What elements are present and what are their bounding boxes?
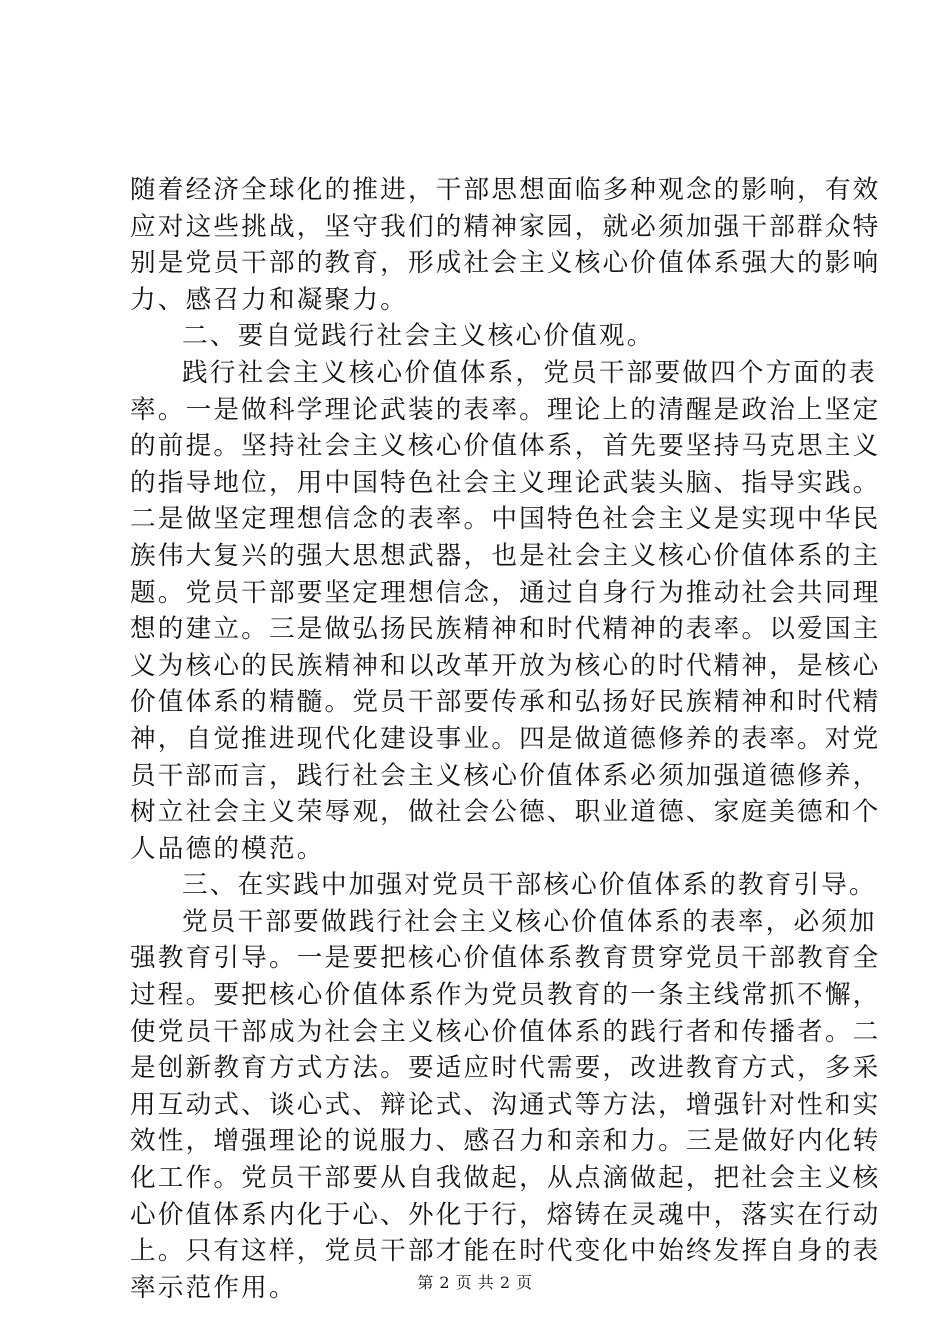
text-line: 率。一是做科学理论武装的表率。理论上的清醒是政治上坚定 bbox=[130, 394, 881, 425]
text-line: 别是党员干部的教育，形成社会主义核心价值体系强大的影响 bbox=[130, 248, 881, 279]
text-line: 践行社会主义核心价值体系，党员干部要做四个方面的表 bbox=[182, 357, 877, 388]
text-line: 人品德的模范。 bbox=[130, 833, 325, 864]
text-line: 使党员干部成为社会主义核心价值体系的践行者和传播者。二 bbox=[130, 1016, 881, 1047]
text-line: 神，自觉推进现代化建设事业。四是做道德修养的表率。对党 bbox=[130, 723, 881, 754]
text-line: 员干部而言，践行社会主义核心价值体系必须加强道德修养， bbox=[130, 760, 881, 791]
text-line: 树立社会主义荣辱观，做社会公德、职业道德、家庭美德和个 bbox=[130, 797, 881, 828]
text-line: 三、在实践中加强对党员干部核心价值体系的教育引导。 bbox=[182, 870, 877, 901]
text-line: 率示范作用。 bbox=[130, 1272, 297, 1303]
text-line: 题。党员干部要坚定理想信念，通过自身行为推动社会共同理 bbox=[130, 577, 881, 608]
document-body bbox=[130, 172, 881, 1306]
text-line: 力、感召力和凝聚力。 bbox=[130, 284, 408, 315]
text-line: 心价值体系内化于心、外化于行，熔铸在灵魂中，落实在行动 bbox=[130, 1199, 881, 1230]
text-line: 党员干部要做践行社会主义核心价值体系的表率，必须加 bbox=[182, 906, 877, 937]
page-number-footer: 第 2 页 共 2 页 bbox=[417, 1273, 533, 1292]
text-line: 义为核心的民族精神和以改革开放为核心的时代精神，是核心 bbox=[130, 650, 881, 681]
text-line: 上。只有这样，党员干部才能在时代变化中始终发挥自身的表 bbox=[130, 1236, 881, 1267]
text-line: 想的建立。三是做弘扬民族精神和时代精神的表率。以爱国主 bbox=[130, 614, 881, 645]
text-line: 二、要自觉践行社会主义核心价值观。 bbox=[182, 321, 655, 352]
text-line: 价值体系的精髓。党员干部要传承和弘扬好民族精神和时代精 bbox=[130, 687, 881, 718]
text-line: 应对这些挑战，坚守我们的精神家园，就必须加强干部群众特 bbox=[130, 211, 881, 242]
text-line: 强教育引导。一是要把核心价值体系教育贯穿党员干部教育全 bbox=[130, 943, 881, 974]
text-line: 的前提。坚持社会主义核心价值体系，首先要坚持马克思主义 bbox=[130, 431, 881, 462]
text-line: 族伟大复兴的强大思想武器，也是社会主义核心价值体系的主 bbox=[130, 540, 881, 571]
text-line: 化工作。党员干部要从自我做起，从点滴做起，把社会主义核 bbox=[130, 1163, 881, 1194]
text-line: 效性，增强理论的说服力、感召力和亲和力。三是做好内化转 bbox=[130, 1126, 881, 1157]
text-line: 随着经济全球化的推进，干部思想面临多种观念的影响，有效 bbox=[130, 175, 881, 205]
text-line: 是创新教育方式方法。要适应时代需要，改进教育方式，多采 bbox=[130, 1053, 881, 1084]
text-line: 用互动式、谈心式、辩论式、沟通式等方法，增强针对性和实 bbox=[130, 1089, 881, 1120]
text-line: 过程。要把核心价值体系作为党员教育的一条主线常抓不懈， bbox=[130, 980, 881, 1011]
text-line: 二是做坚定理想信念的表率。中国特色社会主义是实现中华民 bbox=[130, 504, 881, 535]
text-line: 的指导地位，用中国特色社会主义理论武装头脑、指导实践。 bbox=[130, 467, 881, 498]
